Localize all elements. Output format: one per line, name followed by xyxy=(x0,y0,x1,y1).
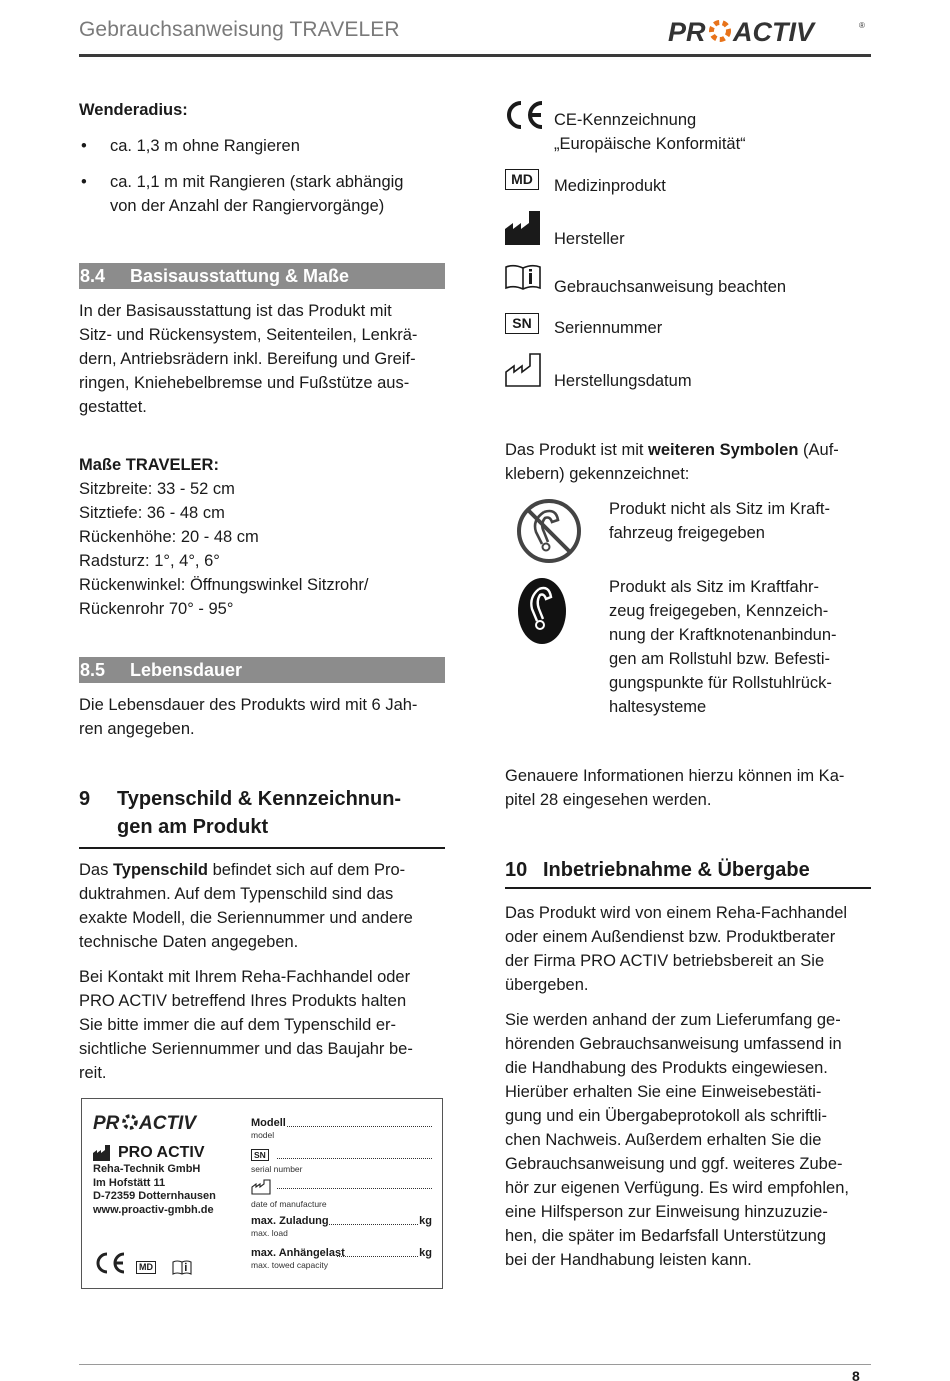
field-sublabel: max. load xyxy=(251,1228,288,1238)
list-item xyxy=(79,170,445,218)
section-number: 10 xyxy=(505,859,528,881)
svg-text:ACTIV: ACTIV xyxy=(139,1113,196,1133)
svg-text:ACTIV: ACTIV xyxy=(733,17,814,46)
text-line: haltesysteme xyxy=(609,698,707,716)
svg-text:PR: PR xyxy=(668,17,706,46)
text-line: duktrahmen. Auf dem Typenschild sind das xyxy=(79,885,394,903)
text-line: die Handhabung des Produkts eingewiesen. xyxy=(505,1059,828,1077)
plate-address xyxy=(93,1163,216,1217)
text-line: Hierüber erhalten Sie eine Einweisebestäti- xyxy=(505,1083,822,1101)
book-info-icon xyxy=(172,1260,192,1275)
text-line: pitel 28 eingesehen werden. xyxy=(505,791,712,809)
text-line: Rückenrohr 70° - 95° xyxy=(79,600,234,618)
field-unit: kg xyxy=(419,1215,432,1227)
plate-company: PRO ACTIV xyxy=(118,1144,205,1161)
sec84-paragraph xyxy=(79,299,445,419)
text-line: reit. xyxy=(79,1064,107,1082)
sec9-paragraph-2 xyxy=(79,965,445,1085)
list-item-text: • ca. 1,1 m mit Rangieren (stark abhängig xyxy=(110,173,404,191)
address-line: Reha-Technik GmbH xyxy=(93,1163,201,1175)
approved-seat-tiedown-icon xyxy=(517,577,567,645)
text-line: „Europäische Konformität“ xyxy=(554,135,746,153)
plate-logo xyxy=(93,1111,235,1133)
sec10-paragraph-2 xyxy=(505,1008,871,1272)
proactiv-logo xyxy=(668,16,868,46)
date-of-manufacture-icon xyxy=(505,353,541,387)
section-number: 9 xyxy=(79,788,91,810)
footer-divider xyxy=(79,1364,871,1365)
field-unit: kg xyxy=(419,1247,432,1259)
text-run: Das xyxy=(79,861,113,879)
symbol-label xyxy=(554,108,746,156)
sec10-paragraph-1 xyxy=(505,901,871,997)
symbol-label: Seriennummer xyxy=(554,319,663,337)
text-run-bold: weiteren Symbolen xyxy=(648,441,799,459)
document-title: Gebrauchsanweisung TRAVELER xyxy=(79,18,400,41)
text-line xyxy=(505,438,871,462)
sec85-paragraph xyxy=(79,693,445,741)
text-line xyxy=(79,858,445,882)
text-line: hen, die später im Bedarfsfall Unterstützung xyxy=(505,1227,827,1245)
text-line: dern, Antriebsrädern inkl. Bereifung und Greif- xyxy=(79,350,416,368)
text-line: eine Hilfsperson zur Einweisung hinzuzuzie- xyxy=(505,1203,828,1221)
text-line: Bei Kontakt mit Ihrem Reha-Fachhandel oder xyxy=(79,968,411,986)
section-heading-10 xyxy=(505,856,871,889)
text-line: Produkt als Sitz im Kraftfahr- xyxy=(609,578,819,596)
text-line: Das Produkt wird von einem Reha-Fachhandel xyxy=(505,904,848,922)
svg-text:®: ® xyxy=(859,21,865,30)
field-label: max. Zuladung xyxy=(251,1215,329,1227)
text-line: oder einem Außendienst bzw. Produktberater xyxy=(505,928,836,946)
text-line: Sitztiefe: 36 - 48 cm xyxy=(79,504,225,522)
ce-mark-icon xyxy=(505,100,545,130)
text-line: fahrzeug freigegeben xyxy=(609,524,765,542)
date-of-manufacture-icon xyxy=(251,1179,273,1195)
field-sublabel: serial number xyxy=(251,1164,303,1174)
text-line: ren angegeben. xyxy=(79,720,195,738)
type-plate xyxy=(81,1098,443,1289)
md-icon: MD xyxy=(505,169,539,190)
plate-fields xyxy=(251,1117,432,1273)
section-title: Lebensdauer xyxy=(130,660,243,680)
text-line: CE-Kennzeichnung xyxy=(554,111,697,129)
text-line: gung und ein Übergabeprotokoll als schriftli- xyxy=(505,1107,827,1125)
text-run: (Auf- xyxy=(798,441,839,459)
md-icon: MD xyxy=(136,1261,156,1274)
text-line: der Firma PRO ACTIV betriebsbereit an Sie xyxy=(505,952,825,970)
text-line: klebern) gekennzeichnet: xyxy=(505,465,690,483)
text-line: gestattet. xyxy=(79,398,147,416)
text-line: hörenden Gebrauchsanweisung umfassend in xyxy=(505,1035,842,1053)
address-line: www.proactiv-gmbh.de xyxy=(93,1203,214,1216)
date-field xyxy=(251,1179,432,1207)
text-line: Radsturz: 1°, 4°, 6° xyxy=(79,552,220,570)
field-sublabel: max. towed capacity xyxy=(251,1260,329,1270)
info-paragraph xyxy=(505,764,871,812)
text-line: gungspunkte für Rollstuhlrück- xyxy=(609,674,832,692)
text-line: Sie bitte immer die auf dem Typenschild er- xyxy=(79,1016,397,1034)
masse-block xyxy=(79,453,445,621)
text-line: übergeben. xyxy=(505,976,589,994)
list-item-text: von der Anzahl der Rangiervorgänge) xyxy=(110,197,385,215)
section-title: Basisausstattung & Maße xyxy=(130,266,350,286)
field-label: Modell xyxy=(251,1117,286,1129)
section-heading-9 xyxy=(79,785,445,849)
text-line: exakte Modell, die Seriennummer und andere xyxy=(79,909,413,927)
max-towed-field xyxy=(251,1247,432,1273)
book-info-icon xyxy=(505,264,541,290)
section-title: gen am Produkt xyxy=(117,816,269,838)
text-line: ringen, Kniehebelbremse und Fußstütze aus- xyxy=(79,374,410,392)
text-line: Produkt nicht als Sitz im Kraft- xyxy=(609,500,830,518)
model-field xyxy=(251,1117,432,1143)
section-number: 8.5 xyxy=(80,660,106,680)
text-line: In der Basisausstattung ist das Produkt mit xyxy=(79,302,392,320)
manufacturer-icon xyxy=(505,211,541,245)
seat-description xyxy=(609,575,871,719)
manufacturer-icon xyxy=(93,1145,115,1161)
field-label: max. Anhängelast xyxy=(251,1247,345,1259)
text-run: befindet sich auf dem Pro- xyxy=(207,861,406,879)
wenderadius-title: Wenderadius: xyxy=(79,101,188,119)
text-line: Die Lebensdauer des Produkts wird mit 6 Jah- xyxy=(79,696,418,714)
text-line: Sie werden anhand der zum Lieferumfang ge- xyxy=(505,1011,841,1029)
text-line: Rückenhöhe: 20 - 48 cm xyxy=(79,528,259,546)
serial-field xyxy=(251,1149,432,1175)
text-line: Gebrauchsanweisung und ggf. weiteres Zube- xyxy=(505,1155,843,1173)
masse-title: Maße TRAVELER: xyxy=(79,456,219,474)
section-heading-8-4 xyxy=(79,263,445,289)
text-line: Sitz- und Rückensystem, Seitenteilen, Lenkrä- xyxy=(79,326,418,344)
sec9-paragraph-1 xyxy=(79,858,445,954)
section-heading-8-5 xyxy=(79,657,445,683)
symbol-label: Herstellungsdatum xyxy=(554,372,692,390)
symbol-label: Gebrauchsanweisung beachten xyxy=(554,278,787,296)
sn-icon: SN xyxy=(505,313,539,334)
symbol-label: Hersteller xyxy=(554,230,625,248)
section-title: Inbetriebnahme & Übergabe xyxy=(543,859,810,881)
section-title: Typenschild & Kennzeichnun- xyxy=(117,788,402,810)
address-line: Im Hofstätt 11 xyxy=(93,1176,166,1189)
page-number: 8 xyxy=(852,1368,860,1381)
text-line: Genauere Informationen hierzu können im Ka- xyxy=(505,767,845,785)
section-number: 8.4 xyxy=(80,266,106,286)
text-line: hör zur eigenen Verfügung. Es wird empfohlen, xyxy=(505,1179,849,1197)
wenderadius-block xyxy=(79,98,445,218)
ce-mark-icon xyxy=(93,1251,127,1275)
text-line: bei der Handhabung leisten kann. xyxy=(505,1251,752,1269)
symbol-label: Medizinprodukt xyxy=(554,177,666,195)
text-run-bold: Typenschild xyxy=(112,861,208,879)
svg-text:PR: PR xyxy=(93,1113,120,1133)
text-line: gen am Rollstuhl bzw. Befesti- xyxy=(609,650,831,668)
more-symbols-intro xyxy=(505,438,871,486)
address-line: D-72359 Dotternhausen xyxy=(93,1190,216,1202)
text-line: sichtliche Seriennummer und das Baujahr be- xyxy=(79,1040,413,1058)
not-seat-description xyxy=(609,497,871,545)
text-line: nung der Kraftknotenanbindun- xyxy=(609,626,837,644)
text-line: technische Daten angegeben. xyxy=(79,933,299,951)
text-line: Rückenwinkel: Öffnungswinkel Sitzrohr/ xyxy=(79,576,369,594)
text-run: Das Produkt ist mit xyxy=(505,441,649,459)
text-line: Sitzbreite: 33 - 52 cm xyxy=(79,480,235,498)
header-divider xyxy=(79,54,871,57)
max-load-field xyxy=(251,1215,432,1241)
sn-icon: SN xyxy=(251,1149,269,1161)
field-sublabel: model xyxy=(251,1130,275,1140)
list-item xyxy=(79,134,445,158)
text-line: chen Nachweis. Außerdem erhalten Sie die xyxy=(505,1131,822,1149)
text-line: PRO ACTIV betreffend Ihres Produkts halten xyxy=(79,992,407,1010)
field-sublabel: date of manufacture xyxy=(251,1199,327,1209)
not-approved-seat-icon xyxy=(516,498,582,564)
text-line: zeug freigegeben, Kennzeich- xyxy=(609,602,829,620)
list-item-text: ca. 1,3 m ohne Rangieren xyxy=(110,137,300,155)
